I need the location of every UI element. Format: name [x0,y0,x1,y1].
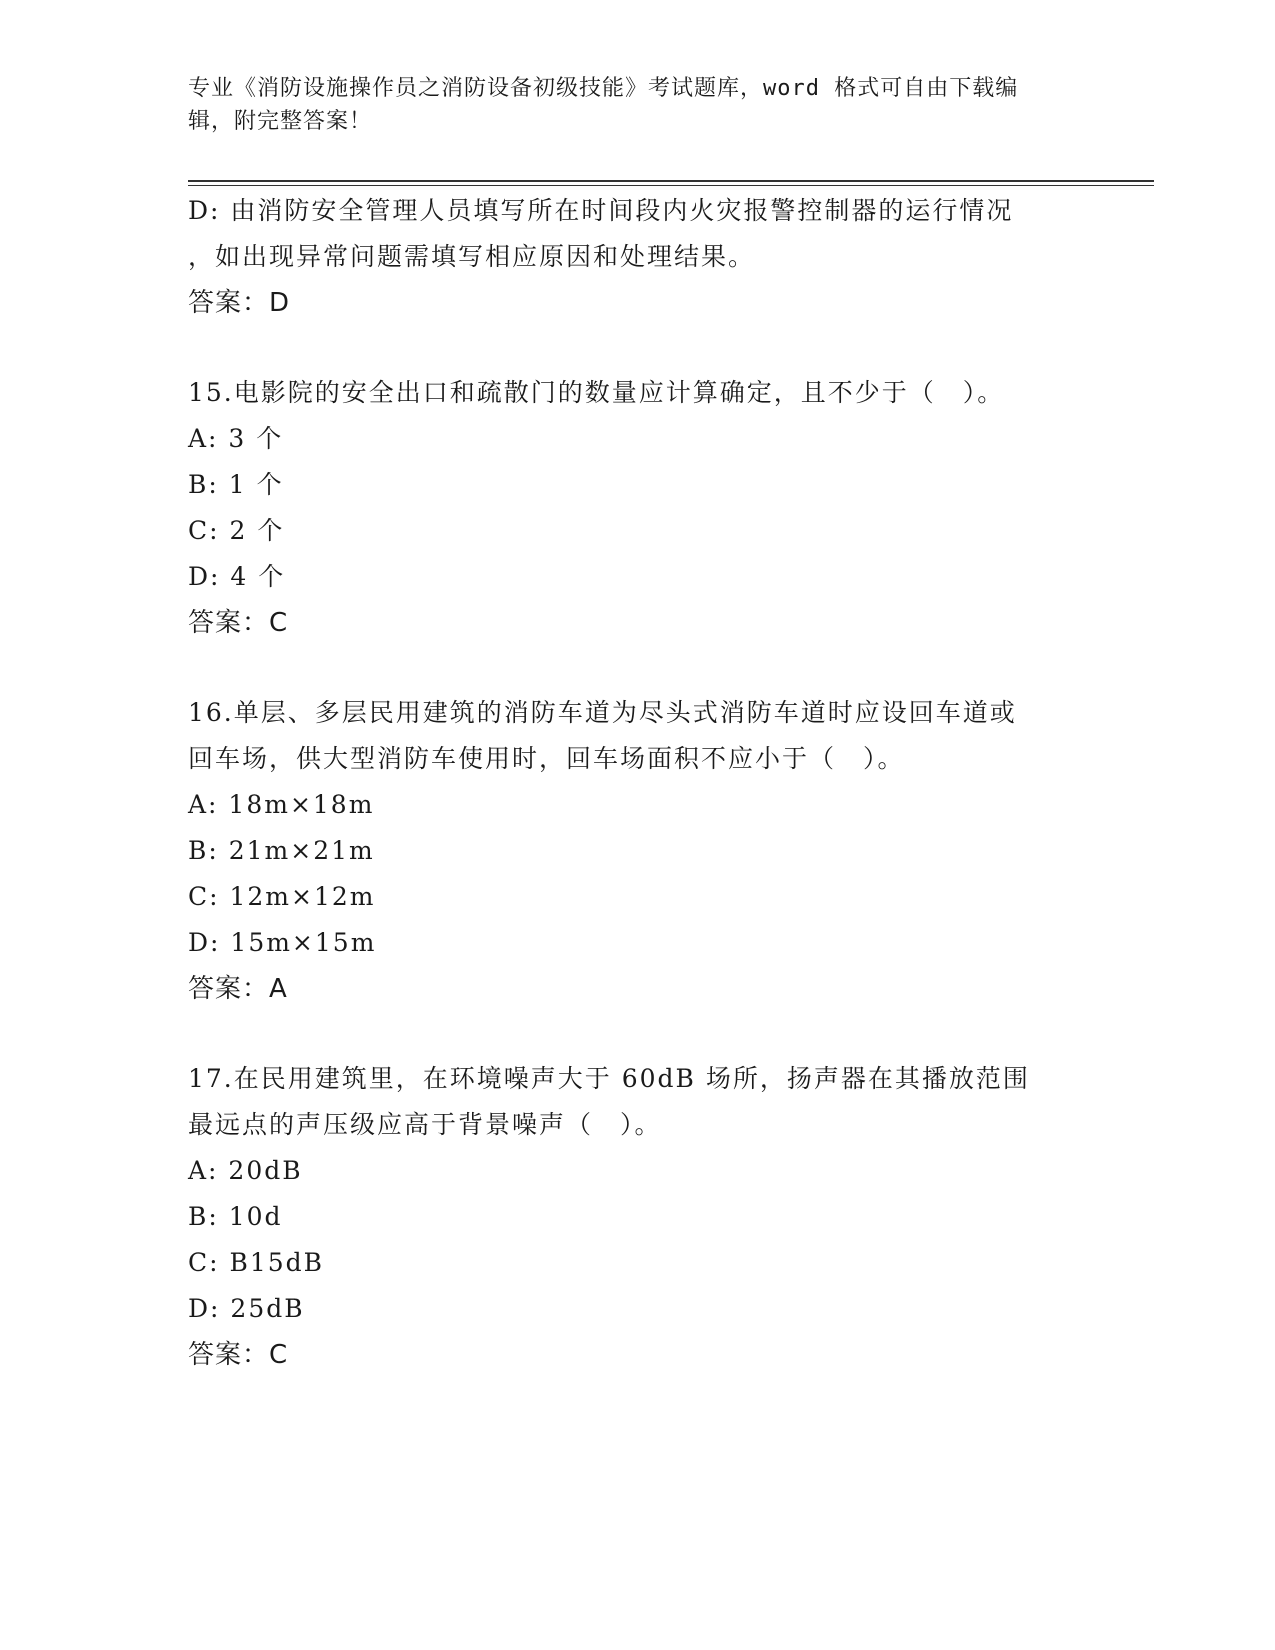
option-d: D: 15m×15m [188,928,377,957]
question-14-continued [188,188,1088,326]
question-stem-line-1: 17.在民用建筑里，在环境噪声大于 60dB 场所，扬声器在其播放范围 [188,1064,1030,1093]
option-d: D: 4 个 [188,562,286,591]
header-divider-thin [188,185,1154,186]
option-c: C: 12m×12m [188,882,376,911]
question-15 [188,370,1088,646]
option-b: B: 10d [188,1202,283,1231]
option-a: A: 3 个 [188,424,284,453]
option-d-line-1: D: 由消防安全管理人员填写所在时间段内火灾报警控制器的运行情况 [188,196,1014,225]
answer-line: 答案：D [188,288,291,318]
option-b: B: 21m×21m [188,836,375,865]
question-stem-line-2: 最远点的声压级应高于背景噪声（ ）。 [188,1110,662,1139]
option-d: D: 25dB [188,1294,305,1323]
question-stem-line-2: 回车场，供大型消防车使用时，回车场面积不应小于（ ）。 [188,744,905,773]
header-line-1: 专业《消防设施操作员之消防设备初级技能》考试题库，word 格式可自由下载编 [188,76,1019,101]
answer-line: 答案：A [188,974,288,1004]
question-stem: 15.电影院的安全出口和疏散门的数量应计算确定，且不少于（ ）。 [188,378,1005,407]
question-16 [188,690,1088,1012]
answer-line: 答案：C [188,608,289,638]
option-a: A: 20dB [188,1156,303,1185]
question-17 [188,1056,1088,1378]
header-line-2: 辑，附完整答案！ [188,109,373,134]
document-body [188,188,1088,1378]
option-c: C: B15dB [188,1248,325,1277]
option-c: C: 2 个 [188,516,285,545]
document-header [188,72,1068,138]
answer-line: 答案：C [188,1340,289,1370]
question-stem-line-1: 16.单层、多层民用建筑的消防车道为尽头式消防车道时应设回车道或 [188,698,1017,727]
header-divider-thick [188,180,1154,182]
option-b: B: 1 个 [188,470,284,499]
option-a: A: 18m×18m [188,790,375,819]
option-d-line-2: ，如出现异常问题需填写相应原因和处理结果。 [188,242,756,271]
